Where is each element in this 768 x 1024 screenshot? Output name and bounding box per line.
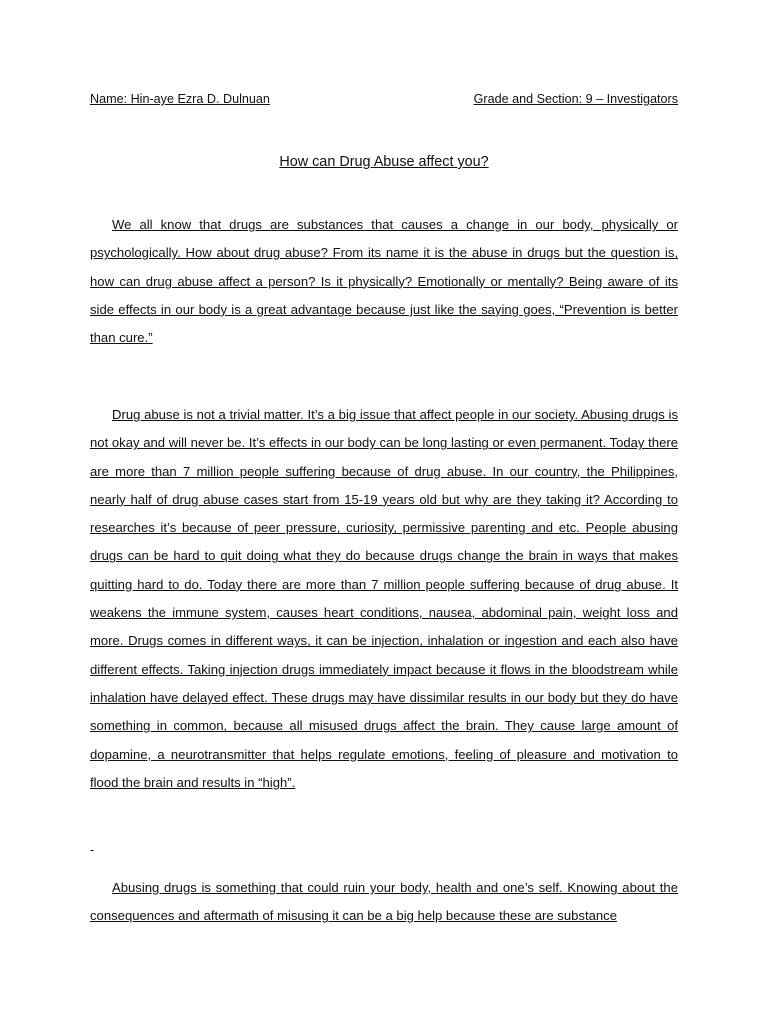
header-line [90,92,678,106]
paragraph-3 [90,874,678,931]
paragraph-2 [90,401,678,797]
separator-mark: - [90,842,95,857]
paragraph-2-text: Drug abuse is not a trivial matter. It’s a big issue that affect people in our society. Abusing drugs is not okay and will never be. It’s effects in our body can be long lasting or even permanent. Today there are more than 7 million people suffering because of drug abuse. In our country, the Philippines, nearly half of drug abuse cases start from 15-19 years old but why are they taking it? According to researches it’s because of peer pressure, curiosity, permissive parenting and etc. People abusing drugs can be hard to quit doing what they do because drugs change the brain in ways that makes quitting hard to do. Today there are more than 7 million people suffering because of drug abuse. It weakens the immune system, causes heart conditions, nausea, abdominal pain, weight loss and more. Drugs comes in different ways, it can be injection, inhalation or ingestion and each also have different effects. Taking injection drugs immediately impact because it flows in the bloodstream while inhalation have delayed effect. These drugs may have dissimilar results in our body but they do have something in common, because all misused drugs affect the brain. They cause large amount of dopamine, a neurotransmitter that helps regulate emotions, feeling of pleasure and motivation to flood the brain and results in “high”. [90,407,678,790]
paragraph-1-text: We all know that drugs are substances that causes a change in our body, physically or psychologically. How about drug abuse? From its name it is the abuse in drugs but the question is, how can drug abuse affect a person? Is it physically? Emotionally or mentally? Being aware of its side effects in our body is a great advantage because just like the saying goes, “Prevention is better than cure.” [90,217,678,346]
paragraph-1 [90,211,678,352]
essay-title: How can Drug Abuse affect you? [279,154,489,170]
grade-section: Grade and Section: 9 – Investigators [473,92,678,106]
paragraph-3-text: Abusing drugs is something that could ruin your body, health and one’s self. Knowing about the consequences and aftermath of misusing it can be a big help because these are substance [90,880,678,924]
student-name: Name: Hin-aye Ezra D. Dulnuan [90,92,270,106]
